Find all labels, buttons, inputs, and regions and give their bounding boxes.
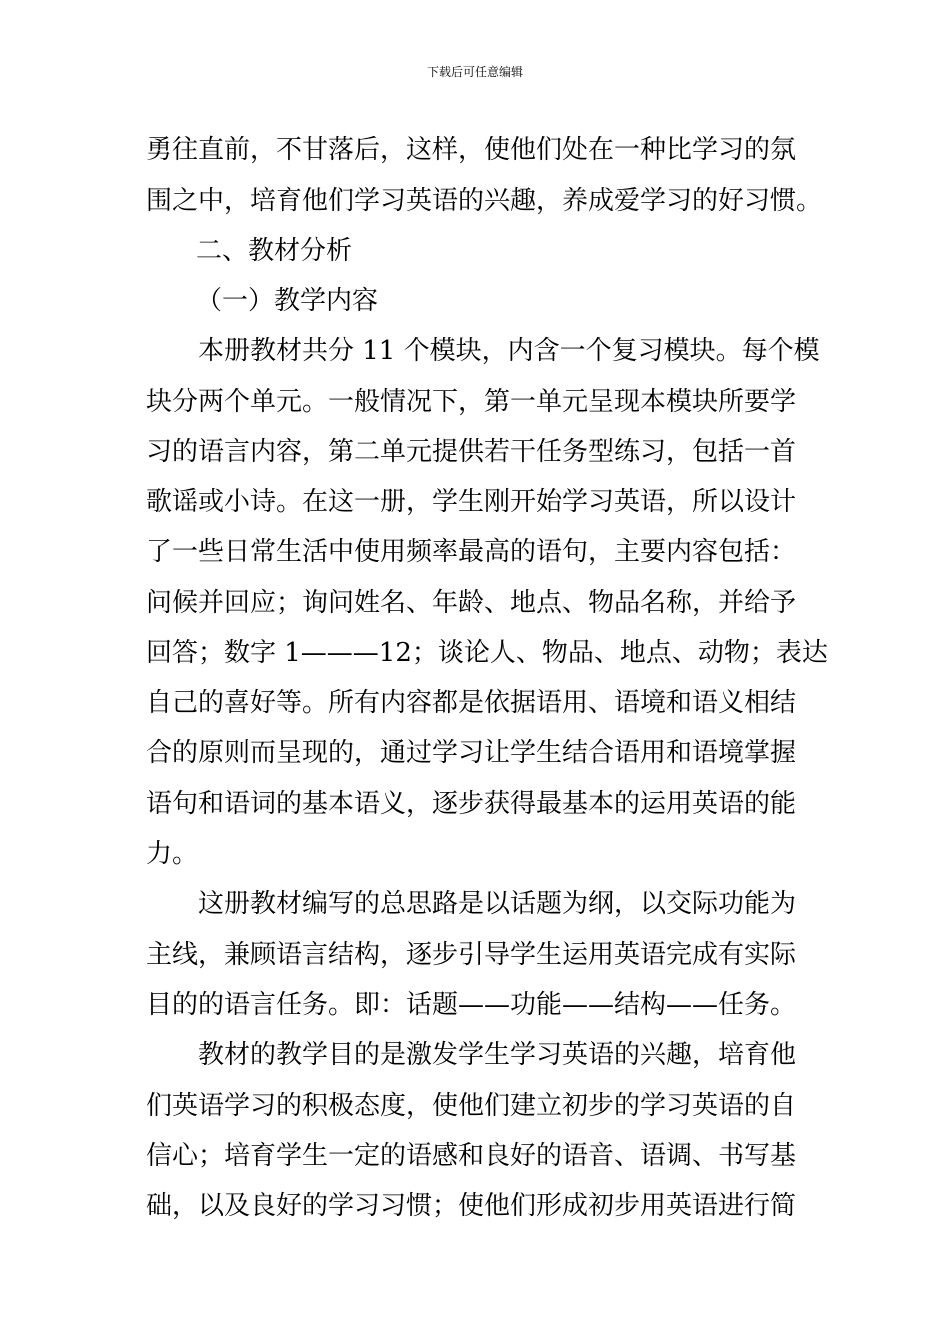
text-line: 习的语言内容，第二单元提供若干任务型练习，包括一首 (146, 437, 797, 467)
text-line: 主线，兼顾语言结构，逐步引导学生运用英语完成有实际 (146, 940, 797, 970)
text-line: 问候并回应；询问姓名、年龄、地点、物品名称，并给予 (146, 588, 797, 618)
section-heading: 二、教材分析 (196, 236, 353, 266)
text-line: 了一些日常生活中使用频率最高的语句，主要内容包括： (146, 537, 797, 567)
text-line: 教材的教学目的是激发学生学习英语的兴趣，培育他 (198, 1040, 797, 1070)
text-line: 础，以及良好的学习习惯；使他们形成初步用英语进行简 (146, 1191, 797, 1221)
text-line: 语句和语词的基本语义，逐步获得最基本的运用英语的能 (146, 789, 797, 819)
text-line: 这册教材编写的总思路是以话题为纲，以交际功能为 (198, 889, 797, 919)
page-header: 下载后可任意编辑 (426, 65, 523, 79)
text-line: 力。 (146, 839, 199, 869)
text-line: 信心；培育学生一定的语感和良好的语音、语调、书写基 (146, 1141, 797, 1171)
subsection-heading: （一）教学内容 (196, 286, 379, 316)
text-line: 回答；数字 1———12；谈论人、物品、地点、动物；表达 (146, 638, 828, 668)
text-line: 合的原则而呈现的，通过学习让学生结合语用和语境掌握 (146, 738, 797, 768)
text-line: 勇往直前，不甘落后，这样，使他们处在一种比学习的氛 (146, 135, 797, 165)
text-line: 们英语学习的积极态度，使他们建立初步的学习英语的自 (146, 1091, 797, 1121)
text-line: 自己的喜好等。所有内容都是依据语用、语境和语义相结 (146, 688, 797, 718)
text-line: 块分两个单元。一般情况下，第一单元呈现本模块所要学 (146, 387, 797, 417)
text-line: 歌谣或小诗。在这一册，学生刚开始学习英语，所以设计 (146, 487, 797, 517)
text-line: 围之中，培育他们学习英语的兴趣，养成爱学习的好习惯。 (146, 186, 823, 216)
text-line: 目的的语言任务。即：话题——功能——结构——任务。 (146, 990, 797, 1020)
text-line: 本册教材共分 11 个模块，内含一个复习模块。每个模 (198, 336, 820, 366)
